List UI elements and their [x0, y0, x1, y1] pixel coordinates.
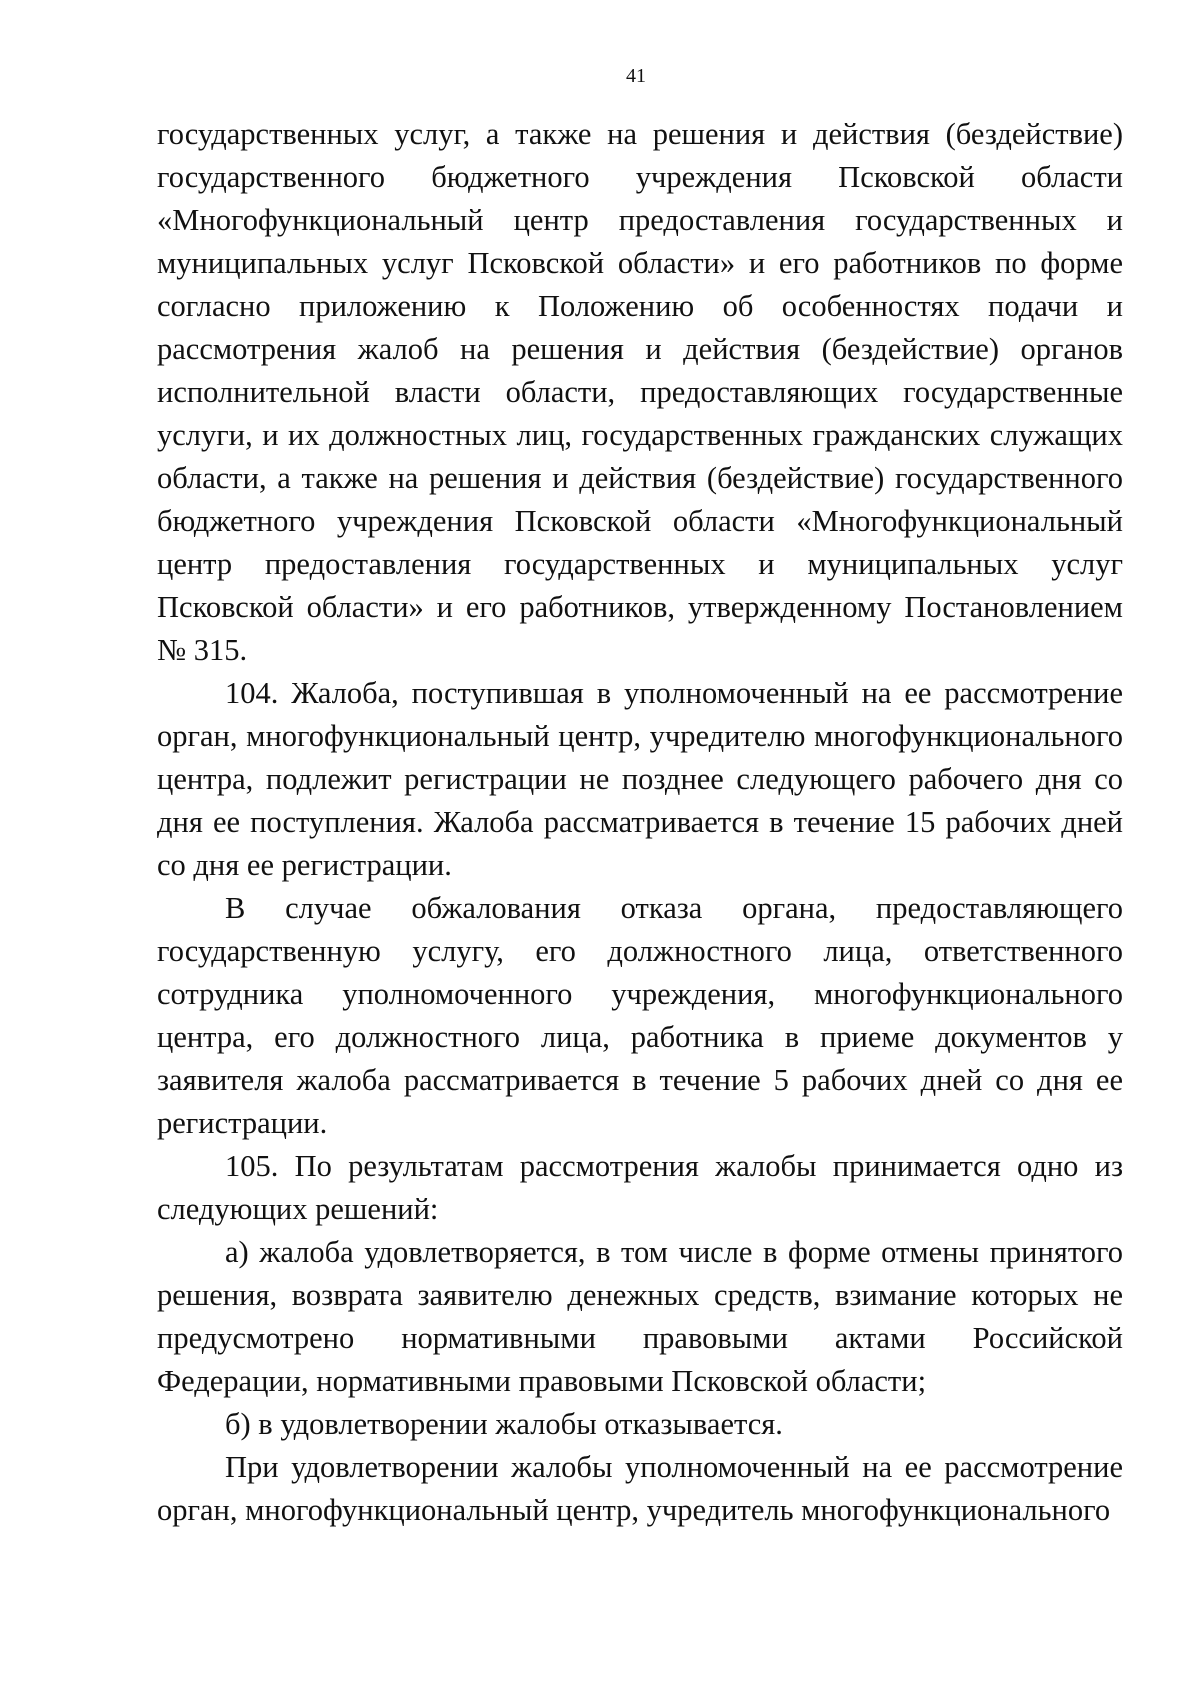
- paragraph-satisfaction: При удовлетворении жалобы уполномоченный на ее рассмотрение орган, многофункциональный центр, учредитель многофункционального: [157, 1450, 1123, 1527]
- paragraph-item-b: б) в удовлетворении жалобы отказывается.: [225, 1407, 783, 1441]
- paragraph-refusal-appeal: В случае обжалования отказа органа, предоставляющего государственную услугу, его должностного лица, ответственного сотрудника уполномоченного учреждения, многофункционального центра, его должностного лица, работника в приеме документов у заявителя жалоба рассматривается в течение 5 рабочих дней со дня ее регистрации.: [157, 891, 1123, 1140]
- paragraph-105: 105. По результатам рассмотрения жалобы принимается одно из следующих решений:: [157, 1149, 1123, 1226]
- paragraph-continuation: государственных услуг, а также на решения и действия (бездействие) государственного бюджетного учреждения Псковской области «Многофункциональный центр предоставления государственных и муниципальных услуг Псковской области» и его работников по форме согласно приложению к Положению об особенностях подачи и рассмотрения жалоб на решения и действия (бездействие) органов исполнительной власти области, предоставляющих государственные услуги, и их должностных лиц, государственных гражданских служащих области, а также на решения и действия (бездействие) государственного бюджетного учреждения Псковской области «Многофункциональный центр предоставления государственных и муниципальных услуг Псковской области» и его работников, утвержденному Постановлением № 315.: [157, 117, 1123, 667]
- paragraph-item-a: а) жалоба удовлетворяется, в том числе в форме отмены принятого решения, возврата заявителю денежных средств, взимание которых не предусмотрено нормативными правовыми актами Российской Федерации, нормативными правовыми Псковской области;: [157, 1235, 1123, 1398]
- paragraph-104: 104. Жалоба, поступившая в уполномоченный на ее рассмотрение орган, многофункциональный центр, учредителю многофункционального центра, подлежит регистрации не позднее следующего рабочего дня со дня ее поступления. Жалоба рассматривается в течение 15 рабочих дней со дня ее регистрации.: [157, 676, 1123, 882]
- page-number: 41: [626, 65, 646, 87]
- document-body: [157, 113, 1123, 1532]
